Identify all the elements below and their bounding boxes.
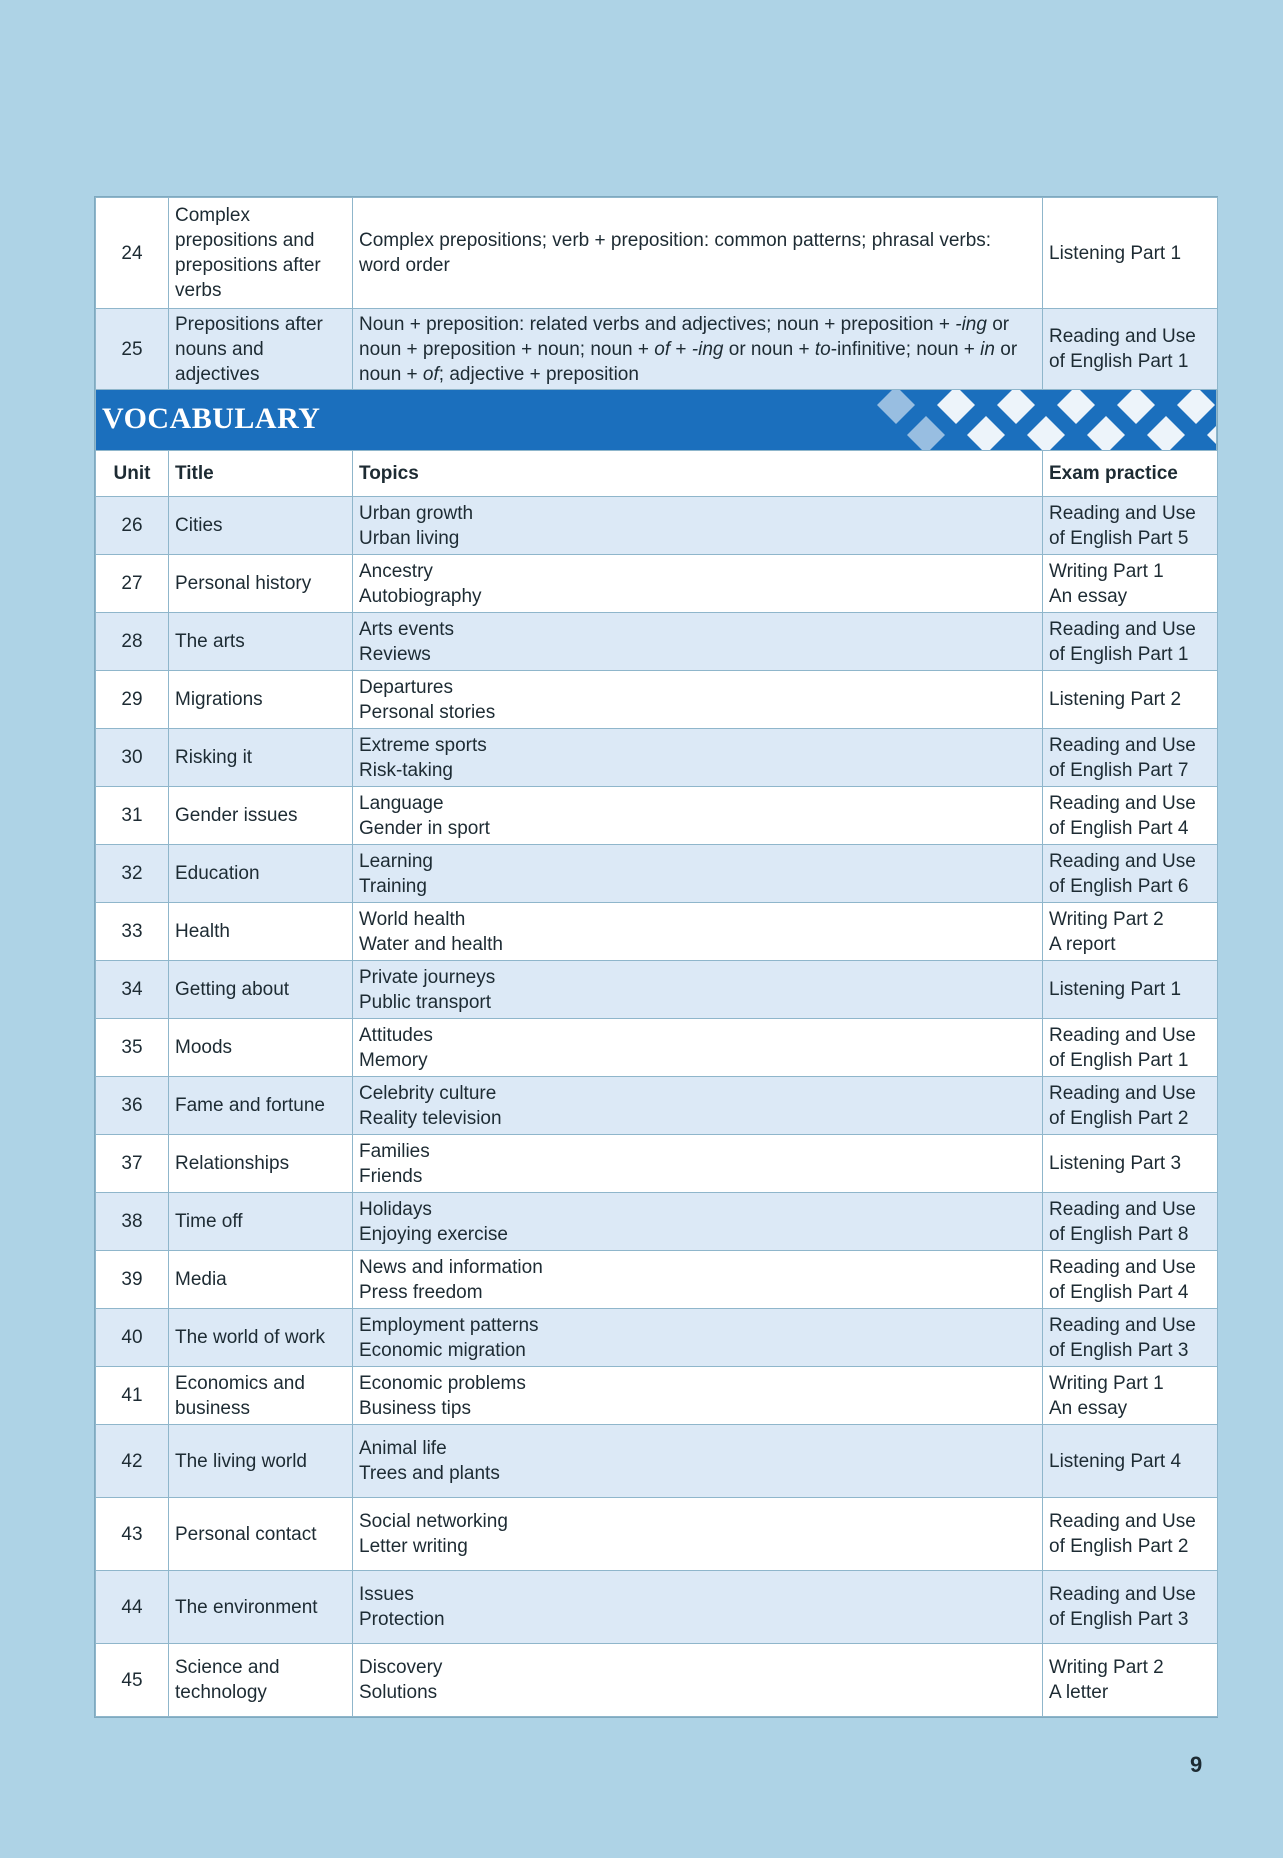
row-topics — [353, 961, 1043, 1019]
exam-line-2: of English Part 3 — [1049, 1609, 1189, 1630]
topic-line-2: Personal stories — [359, 701, 496, 723]
topic-line-2: Protection — [359, 1609, 445, 1630]
row-exam-practice — [1043, 1367, 1218, 1425]
table-row — [96, 787, 1218, 845]
topic-line-2: Trees and plants — [359, 1463, 500, 1484]
row-topics: Complex prepositions; verb + preposition: common patterns; phrasal verbs: word order — [353, 198, 1043, 309]
topic-line-1: Private journeys — [359, 966, 496, 988]
row-exam-practice — [1043, 1498, 1218, 1571]
exam-line-1: Reading and Use — [1049, 850, 1196, 872]
exam-line-1: Listening Part 4 — [1049, 1450, 1182, 1472]
topic-line-2: Memory — [359, 1049, 428, 1071]
exam-line-1: Reading and Use — [1049, 502, 1196, 524]
row-title: Moods — [169, 1019, 353, 1077]
exam-line-1: Listening Part 2 — [1049, 689, 1182, 710]
exam-line-2: of English Part 8 — [1049, 1223, 1189, 1245]
row-topics — [353, 1367, 1043, 1425]
exam-line-1: Writing Part 2 — [1049, 1657, 1164, 1678]
row-title: The environment — [169, 1571, 353, 1644]
topic-line-1: Animal life — [359, 1438, 447, 1459]
contents-sheet — [94, 196, 1218, 1718]
exam-line-1: Reading and Use — [1049, 1584, 1196, 1605]
exam-line-2: of English Part 2 — [1049, 1536, 1189, 1557]
row-title: Education — [169, 845, 353, 903]
vocabulary-banner — [95, 390, 1217, 450]
table-row — [96, 845, 1218, 903]
row-title: Science and technology — [169, 1644, 353, 1717]
row-unit: 24 — [96, 198, 169, 309]
row-exam-practice — [1043, 961, 1218, 1019]
exam-line-2: An essay — [1049, 585, 1128, 607]
table-row — [96, 497, 1218, 555]
topic-line-2: Risk-taking — [359, 759, 453, 781]
topic-line-2: Letter writing — [359, 1536, 468, 1557]
table-row — [96, 903, 1218, 961]
checker-pattern-decoration — [856, 390, 1216, 450]
row-topics — [353, 1019, 1043, 1077]
exam-line-1: Writing Part 2 — [1049, 908, 1164, 930]
row-unit: 27 — [96, 555, 169, 613]
header-topics: Topics — [353, 451, 1043, 497]
row-exam-practice — [1043, 1571, 1218, 1644]
topic-line-1: Language — [359, 792, 444, 814]
topic-line-2: Friends — [359, 1165, 423, 1187]
topic-line-2: Enjoying exercise — [359, 1223, 508, 1245]
row-exam-practice — [1043, 1251, 1218, 1309]
row-unit: 41 — [96, 1367, 169, 1425]
topic-line-1: Attitudes — [359, 1024, 433, 1046]
row-exam-practice — [1043, 903, 1218, 961]
row-exam-practice — [1043, 1019, 1218, 1077]
row-unit: 37 — [96, 1135, 169, 1193]
topic-line-1: Social networking — [359, 1511, 508, 1532]
row-unit: 36 — [96, 1077, 169, 1135]
topic-line-1: Employment patterns — [359, 1314, 539, 1336]
topic-line-1: News and information — [359, 1256, 543, 1278]
row-unit: 26 — [96, 497, 169, 555]
topic-line-2: Economic migration — [359, 1339, 526, 1361]
exam-line-2: of English Part 4 — [1049, 1281, 1189, 1303]
row-title: Relationships — [169, 1135, 353, 1193]
row-title: Cities — [169, 497, 353, 555]
exam-line-2: of English Part 6 — [1049, 875, 1189, 897]
table-row — [96, 1644, 1218, 1717]
row-topics — [353, 845, 1043, 903]
row-exam-practice — [1043, 1077, 1218, 1135]
row-title: The arts — [169, 613, 353, 671]
exam-line-1: Reading and Use — [1049, 792, 1196, 814]
table-row — [96, 1135, 1218, 1193]
row-topics — [353, 903, 1043, 961]
row-title: Migrations — [169, 671, 353, 729]
row-topics — [353, 613, 1043, 671]
exam-line-1: Writing Part 1 — [1049, 1372, 1164, 1394]
row-unit: 40 — [96, 1309, 169, 1367]
row-title: Gender issues — [169, 787, 353, 845]
table-row — [96, 1251, 1218, 1309]
vocabulary-table — [95, 450, 1218, 1717]
section-title: VOCABULARY — [102, 402, 321, 435]
topic-line-1: Ancestry — [359, 560, 433, 582]
table-row — [96, 1425, 1218, 1498]
row-topics — [353, 555, 1043, 613]
row-title: Personal contact — [169, 1498, 353, 1571]
exam-line-1: Reading and Use — [1049, 1314, 1196, 1336]
row-exam-practice — [1043, 671, 1218, 729]
table-row — [96, 1498, 1218, 1571]
exam-line-1: Listening Part 3 — [1049, 1153, 1182, 1174]
row-exam-practice — [1043, 1425, 1218, 1498]
table-row — [96, 613, 1218, 671]
row-exam-practice: Listening Part 1 — [1043, 198, 1218, 309]
row-title: Personal history — [169, 555, 353, 613]
topic-line-2: Training — [359, 875, 427, 897]
exam-line-1: Reading and Use — [1049, 1024, 1196, 1046]
row-title: Health — [169, 903, 353, 961]
row-unit: 42 — [96, 1425, 169, 1498]
row-topics — [353, 1498, 1043, 1571]
topic-line-1: Celebrity culture — [359, 1082, 497, 1104]
exam-line-2: of English Part 1 — [1049, 1049, 1189, 1071]
topic-line-2: Public transport — [359, 991, 492, 1013]
row-exam-practice — [1043, 1135, 1218, 1193]
row-exam-practice — [1043, 555, 1218, 613]
row-exam-practice — [1043, 729, 1218, 787]
table-header-row — [96, 451, 1218, 497]
exam-line-2: of English Part 3 — [1049, 1339, 1189, 1361]
exam-line-2: of English Part 7 — [1049, 759, 1189, 781]
row-exam-practice — [1043, 613, 1218, 671]
topic-line-2: Urban living — [359, 527, 460, 549]
row-topics — [353, 1425, 1043, 1498]
topic-line-1: Families — [359, 1140, 430, 1162]
row-unit: 34 — [96, 961, 169, 1019]
row-exam-practice — [1043, 845, 1218, 903]
exam-line-1: Reading and Use — [1049, 1256, 1196, 1278]
grammar-table — [95, 197, 1218, 390]
row-unit: 44 — [96, 1571, 169, 1644]
table-row — [96, 1077, 1218, 1135]
exam-line-1: Listening Part 1 — [1049, 979, 1182, 1000]
row-topics — [353, 1571, 1043, 1644]
row-exam-practice — [1043, 497, 1218, 555]
row-unit: 29 — [96, 671, 169, 729]
header-unit: Unit — [96, 451, 169, 497]
row-topics — [353, 671, 1043, 729]
table-row — [96, 671, 1218, 729]
exam-line-2: A report — [1049, 933, 1116, 955]
row-topics — [353, 787, 1043, 845]
topic-line-1: Urban growth — [359, 502, 474, 524]
row-unit: 43 — [96, 1498, 169, 1571]
row-unit: 33 — [96, 903, 169, 961]
row-topics: Noun + preposition: related verbs and adjectives; noun + preposition + -ing or noun + preposition + noun; noun + of + -ing or noun + to-infinitive; noun + in or noun + of; adjective + preposition — [353, 309, 1043, 390]
row-topics — [353, 1193, 1043, 1251]
exam-line-1: Reading and Use — [1049, 734, 1196, 756]
row-unit: 25 — [96, 309, 169, 390]
exam-line-2: of English Part 5 — [1049, 527, 1189, 549]
topic-line-2: Water and health — [359, 933, 503, 955]
row-unit: 38 — [96, 1193, 169, 1251]
row-unit: 31 — [96, 787, 169, 845]
topic-line-2: Reality television — [359, 1107, 502, 1129]
row-title: Risking it — [169, 729, 353, 787]
row-exam-practice: Reading and Use of English Part 1 — [1043, 309, 1218, 390]
exam-line-2: An essay — [1049, 1397, 1128, 1419]
row-title: Prepositions after nouns and adjectives — [169, 309, 353, 390]
topic-line-1: World health — [359, 908, 466, 930]
row-unit: 45 — [96, 1644, 169, 1717]
page-number: 9 — [1190, 1752, 1203, 1777]
row-title: The world of work — [169, 1309, 353, 1367]
row-topics — [353, 1309, 1043, 1367]
topic-line-1: Arts events — [359, 618, 455, 640]
exam-line-2: of English Part 1 — [1049, 643, 1189, 665]
exam-line-1: Writing Part 1 — [1049, 560, 1164, 582]
row-topics — [353, 1077, 1043, 1135]
row-title: Time off — [169, 1193, 353, 1251]
table-row — [96, 1309, 1218, 1367]
row-unit: 39 — [96, 1251, 169, 1309]
exam-line-2: A letter — [1049, 1682, 1109, 1703]
row-unit: 32 — [96, 845, 169, 903]
exam-line-2: of English Part 4 — [1049, 817, 1189, 839]
topic-line-2: Autobiography — [359, 585, 482, 607]
topic-line-1: Departures — [359, 676, 453, 698]
topic-line-1: Issues — [359, 1584, 414, 1605]
table-row — [96, 961, 1218, 1019]
row-title: Getting about — [169, 961, 353, 1019]
table-row — [96, 555, 1218, 613]
row-topics — [353, 729, 1043, 787]
table-row — [96, 1571, 1218, 1644]
row-topics — [353, 497, 1043, 555]
header-exam-practice: Exam practice — [1043, 451, 1218, 497]
row-title: Fame and fortune — [169, 1077, 353, 1135]
row-exam-practice — [1043, 1644, 1218, 1717]
table-row — [96, 1367, 1218, 1425]
table-row — [96, 198, 1218, 309]
exam-line-1: Reading and Use — [1049, 1198, 1196, 1220]
table-row — [96, 1193, 1218, 1251]
topic-line-1: Holidays — [359, 1198, 432, 1220]
topic-line-1: Extreme sports — [359, 734, 487, 756]
topic-line-1: Learning — [359, 850, 433, 872]
topic-line-2: Gender in sport — [359, 817, 490, 839]
exam-line-1: Reading and Use — [1049, 1511, 1196, 1532]
exam-line-1: Reading and Use — [1049, 618, 1196, 640]
table-row — [96, 1019, 1218, 1077]
topic-line-2: Solutions — [359, 1682, 438, 1703]
topic-line-1: Economic problems — [359, 1372, 526, 1394]
topic-line-2: Press freedom — [359, 1281, 483, 1303]
row-unit: 35 — [96, 1019, 169, 1077]
row-unit: 28 — [96, 613, 169, 671]
row-exam-practice — [1043, 1309, 1218, 1367]
row-title: Complex prepositions and prepositions after verbs — [169, 198, 353, 309]
exam-line-2: of English Part 2 — [1049, 1107, 1189, 1129]
row-topics — [353, 1251, 1043, 1309]
row-topics — [353, 1644, 1043, 1717]
table-row — [96, 309, 1218, 390]
row-unit: 30 — [96, 729, 169, 787]
topic-line-1: Discovery — [359, 1657, 443, 1678]
row-exam-practice — [1043, 1193, 1218, 1251]
row-topics — [353, 1135, 1043, 1193]
row-title: Economics and business — [169, 1367, 353, 1425]
row-exam-practice — [1043, 787, 1218, 845]
row-title: The living world — [169, 1425, 353, 1498]
exam-line-1: Reading and Use — [1049, 1082, 1196, 1104]
row-title: Media — [169, 1251, 353, 1309]
table-row — [96, 729, 1218, 787]
topic-line-2: Business tips — [359, 1397, 471, 1419]
header-title: Title — [169, 451, 353, 497]
topic-line-2: Reviews — [359, 643, 431, 665]
